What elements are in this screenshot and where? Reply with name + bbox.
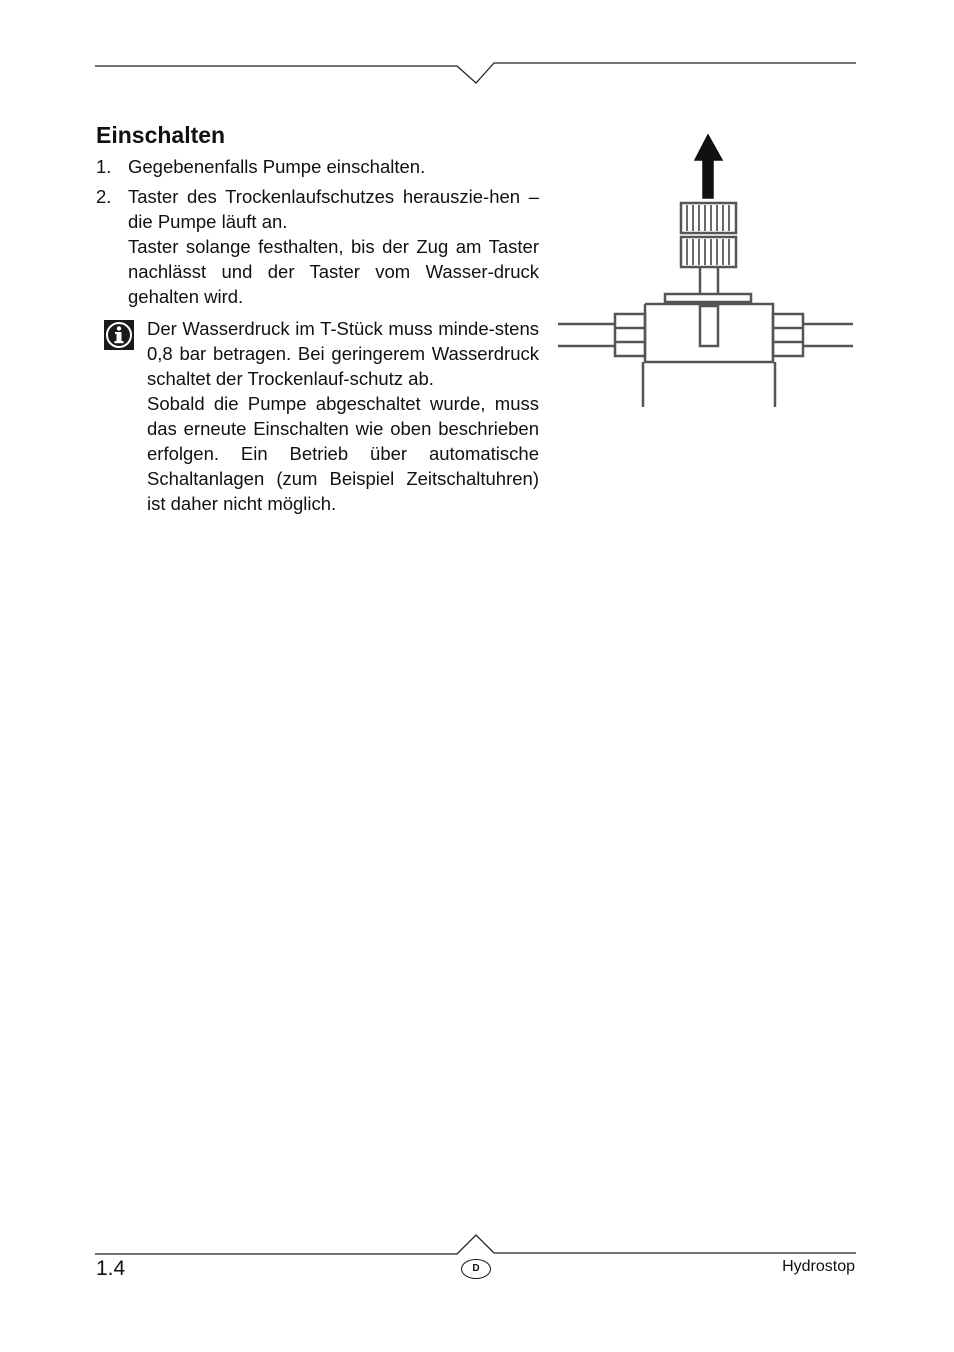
instruction-list	[96, 154, 539, 314]
step-text: Taster des Trockenlaufschutzes herauszie-hen – die Pumpe läuft an.	[128, 186, 539, 232]
product-name: Hydrostop	[782, 1258, 855, 1275]
note-text: Der Wasserdruck im T-Stück muss minde-stens 0,8 bar betragen. Bei geringerem Wasserdruck schaltet der Trockenlauf-schutz ab.	[147, 318, 539, 389]
step-number: 2.	[96, 186, 112, 207]
section-title: Einschalten	[96, 122, 226, 148]
info-note	[103, 316, 539, 516]
step-number: 1.	[96, 156, 112, 177]
header-rule	[0, 0, 954, 90]
t-piece-diagram	[555, 130, 855, 415]
step-text: Gegebenenfalls Pumpe einschalten.	[128, 156, 426, 177]
note-text: Sobald die Pumpe abgeschaltet wurde, muss das erneute Einschalten wie oben beschrieben erfolgen. Ein Betrieb über automatische Schaltanlagen (zum Beispiel Zeitschaltuhren) ist daher nicht möglich.	[147, 393, 539, 514]
step-text: Taster solange festhalten, bis der Zug am Taster nachlässt und der Taster vom Wasser-druck gehalten wird.	[128, 236, 539, 307]
page-number: 1.4	[96, 1257, 126, 1280]
list-item	[96, 184, 539, 309]
language-badge: D	[461, 1259, 491, 1279]
list-item	[96, 154, 539, 179]
info-icon	[103, 319, 135, 351]
